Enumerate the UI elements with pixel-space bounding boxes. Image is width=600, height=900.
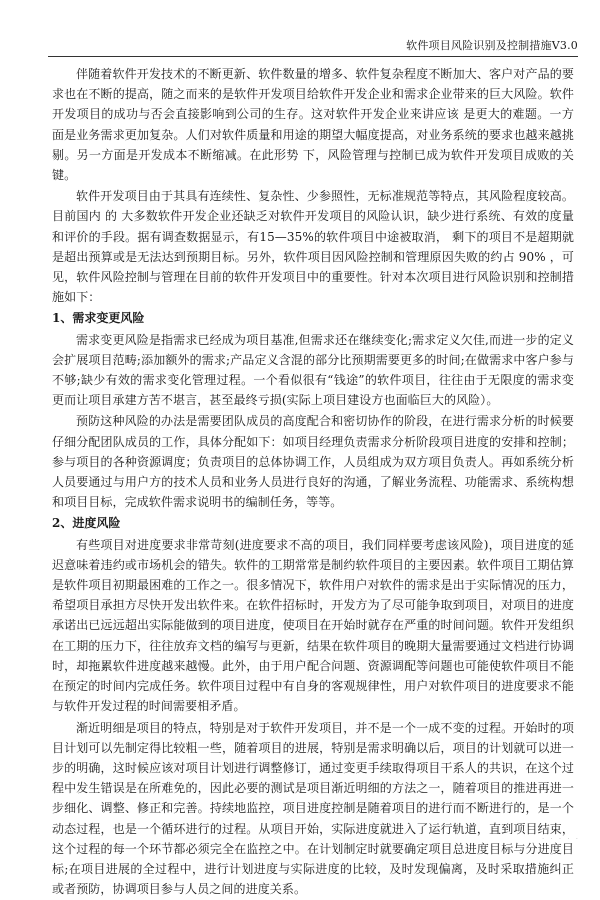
document-body [52,64,574,900]
section-1-paragraph-2: 预防这种风险的办法是需要团队成员的高度配合和密切协作的阶段，在进行需求分析的时候要仔细分配团队成员的工作，具体分配如下：如项目经理负责需求分析阶段项目进度的安排和控制；参与项目的各种资源调度；负责项目的总体协调工作，人员组成为双方项目负责人。再如系统分析人员要通过与用户方的技术人员和业务人员进行良好的沟通，了解业务流程、功能需求、系统构想和项目目标，完成软件需求说明书的编制任务，等等。 [52,414,574,510]
section-1-paragraph-1: 需求变更风险是指需求已经成为项目基准,但需求还在继续变化;需求定义欠佳,而进一步的定义会扩展项目范畴;添加额外的需求;产品定义含混的部分比预期需要更多的时间;在做需求中客户参与不够;缺少有效的需求变化管理过程。一个看似很有“钱途”的软件项目，往往由于无限度的需求变更而让项目承建方苦不堪言，甚至最终亏损(实际上项目建设方也面临巨大的风险）。 [52,332,574,408]
page-header [48,38,578,57]
section-2-paragraph-1: 有些项目对进度要求非常苛刻(进度要求不高的项目，我们同样要考虑该风险)，项目进度的延迟意味着违约或市场机会的错失。软件的工期常常是制约软件项目的主要因素。软件项目工期估算是软件项目初期最困难的工作之一。很多情况下，软件用户对软件的需求是出于实际情况的压力，希望项目承担方尽快开发出软件来。在软件招标时，开发方为了尽可能争取到项目，对项目的进度承诺出已远远超出实际能做到的项目进度，使项目在开始时就存在严重的时间问题。软件开发组织在工期的压力下，往往放弃文档的编写与更新，结果在软件项目的晚期大量需要通过文档进行协调时，却拖累软件进度越来越慢。此外，由于用户配合问题、资源调配等问题也可能使软件项目不能在预定的时间内完成任务。软件项目过程中有自身的客观规律性，用户对软件项目的进度要求不能与软件开发过程的时间需要相矛盾。 [52,537,574,714]
intro-paragraph-2: 软件开发项目由于其具有连续性、复杂性、少参照性，无标准规范等特点，其风险程度较高。目前国内 的 大多数软件开发企业还缺乏对软件开发项目的风险认识，缺少进行系统、有效的度量和评价的手段。据有调查数据显示，有15—35%的软件项目中途被取消， 剩下的项目不是超期就是超出预算或是无法达到预期目标。另外，软件项目因风险控制和管理原因失败的约占 90% ，可见，软件风险控制与管理在目前的软件开发项目中的重要性。针对本次项目进行风险识别和控制措施如下： [52,189,574,305]
intro-paragraph-1: 伴随着软件开发技术的不断更新、软件数量的增多、软件复杂程度不断加大、客户对产品的要求也在不断的提高，随之而来的是软件开发项目给软件开发企业和需求企业带来的巨大风险。软件开发项目的成功与否会直接影响到公司的生存。这对软件开发企业来讲应该 是更大的难题。一方面是业务需求更加复杂。人们对软件质量和用途的期望大幅度提高，对业务系统的要求也越来越挑剔。另一方面是开发成本不断缩减。在此形势 下，风险管理与控制已成为软件开发项目成败的关键。 [52,67,574,183]
section-1-heading: 1、需求变更风险 [52,311,145,326]
section-2-paragraph-2: 渐近明细是项目的特点，特别是对于软件开发项目，并不是一个一成不变的过程。开始时的项目计划可以先制定得比较粗一些，随着项目的进展，特别是需求明确以后，项目的计划就可以进一步的明确，这时候应该对项目计划进行调整修订，通过变更手续取得项目干系人的共识，在这个过程中发生错误是在所难免的，因此必要的测试是项目渐近明细的方法之一，随着项目的推进再进一步细化、调整、修正和完善。持续地监控，项目进度控制是随着项目的进行而不断进行的，是一个动态过程，也是一个循环进行的过程。从项目开始，实际进度就进入了运行轨道，直到项目结束，这个过程的每一个环节都必须完全在监控之中。在计划制定时就要确定项目总进度目标与分进度目标;在项目进展的全过程中，进行计划进度与实际进度的比较，及时发现偏离，及时采取措施纠正或者预防，协调项目参与人员之间的进度关系。 [52,720,574,897]
document-title: 软件项目风险识别及控制措施V3.0 [406,39,578,52]
page-corner-mark: · · · · · [541,835,580,843]
section-2-heading: 2、进度风险 [52,516,121,531]
